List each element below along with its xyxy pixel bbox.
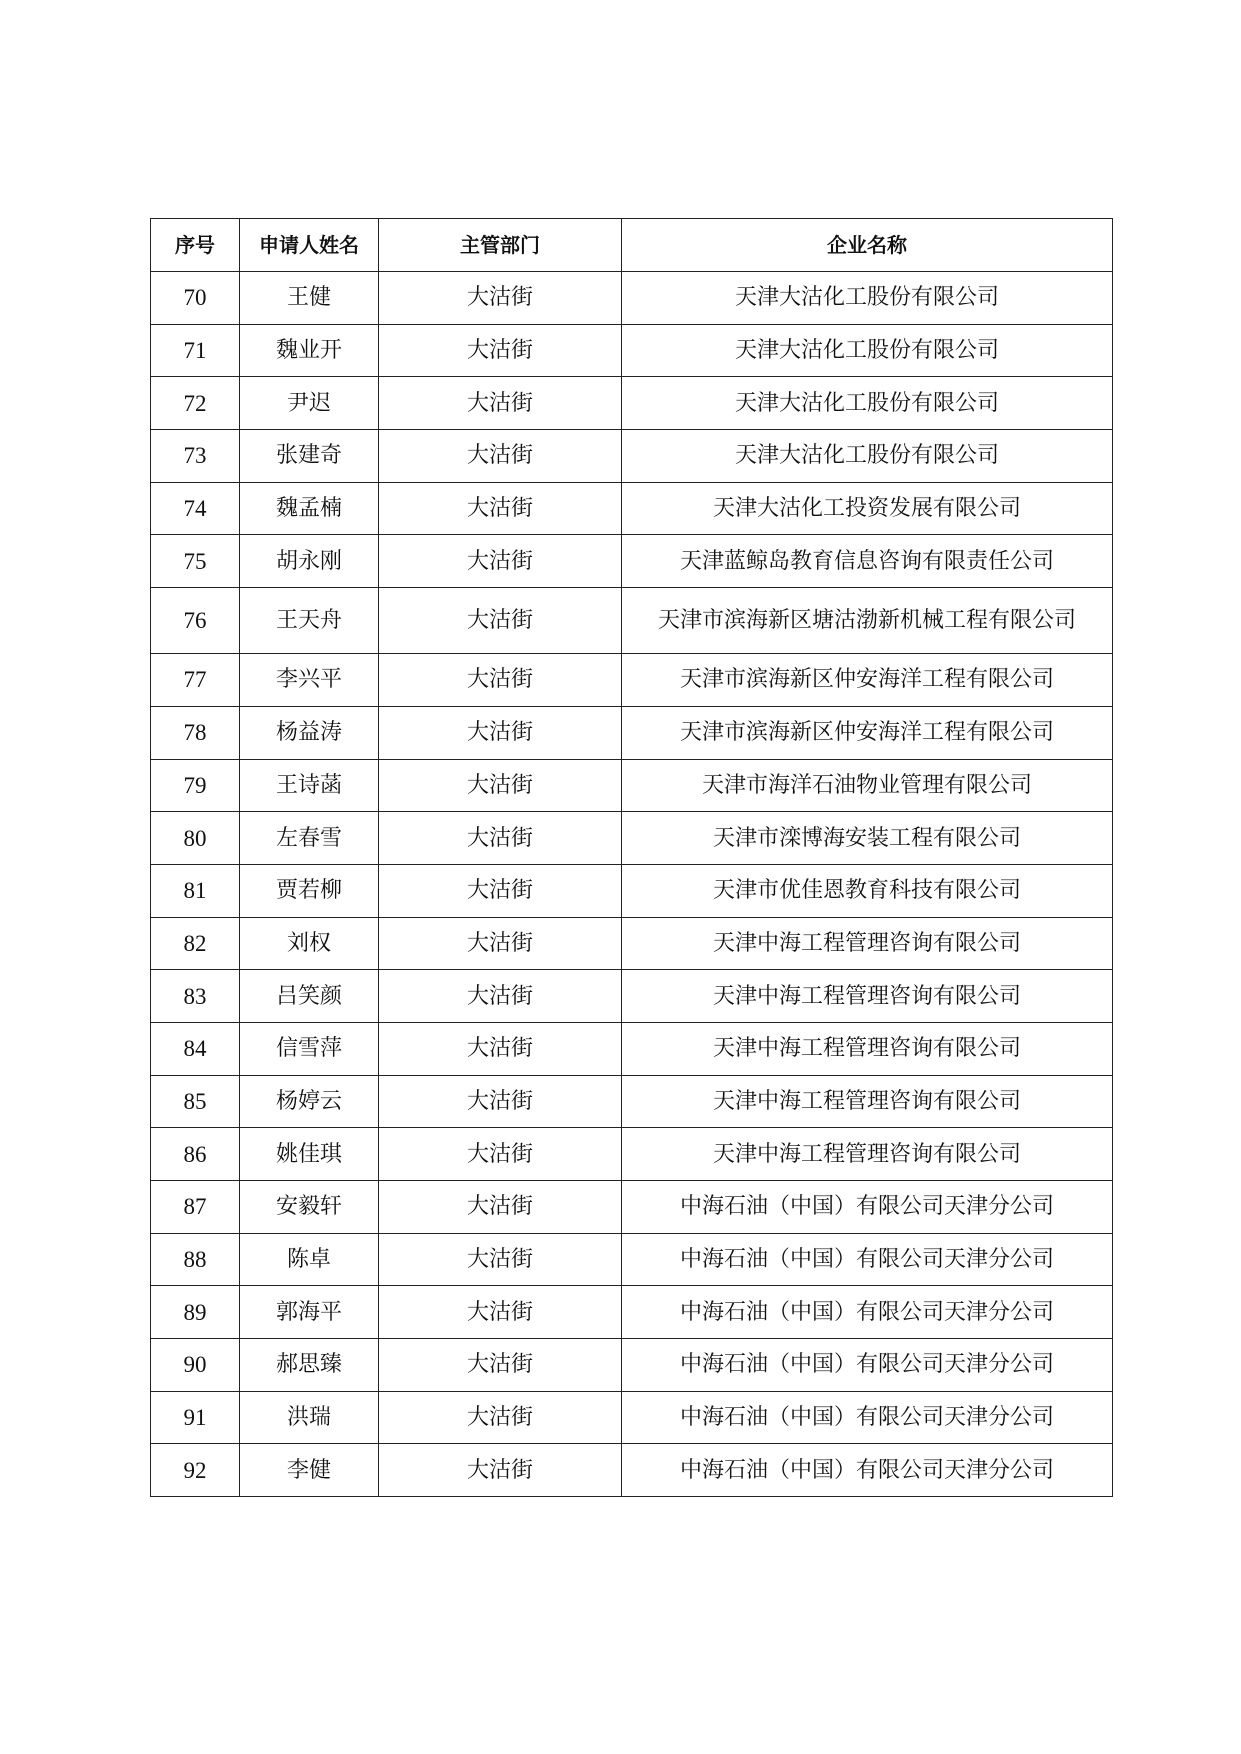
cell-dept: 大沽街 [379,864,622,917]
cell-seq: 80 [151,812,240,865]
cell-company: 天津大沽化工投资发展有限公司 [622,482,1113,535]
table-row [151,706,1113,759]
applicant-table [150,218,1113,1497]
cell-company: 中海石油（中国）有限公司天津分公司 [622,1286,1113,1339]
cell-seq: 87 [151,1181,240,1234]
table-row [151,1022,1113,1075]
cell-dept: 大沽街 [379,377,622,430]
table-row [151,1075,1113,1128]
table-row [151,1286,1113,1339]
cell-name: 安毅轩 [240,1181,379,1234]
cell-name: 信雪萍 [240,1022,379,1075]
table-row [151,377,1113,430]
table-row [151,482,1113,535]
table-row [151,430,1113,483]
table-row [151,1128,1113,1181]
cell-dept: 大沽街 [379,588,622,654]
cell-company: 天津市滦博海安装工程有限公司 [622,812,1113,865]
header-company: 企业名称 [622,219,1113,272]
cell-dept: 大沽街 [379,535,622,588]
cell-company: 中海石油（中国）有限公司天津分公司 [622,1391,1113,1444]
cell-dept: 大沽街 [379,1181,622,1234]
cell-name: 李兴平 [240,654,379,707]
cell-company: 天津中海工程管理咨询有限公司 [622,1128,1113,1181]
cell-company: 天津大沽化工股份有限公司 [622,377,1113,430]
table-row [151,272,1113,325]
cell-dept: 大沽街 [379,970,622,1023]
cell-seq: 77 [151,654,240,707]
cell-dept: 大沽街 [379,1391,622,1444]
cell-seq: 74 [151,482,240,535]
cell-company: 中海石油（中国）有限公司天津分公司 [622,1444,1113,1497]
cell-company: 天津市优佳恩教育科技有限公司 [622,864,1113,917]
cell-seq: 72 [151,377,240,430]
cell-dept: 大沽街 [379,812,622,865]
cell-company: 天津中海工程管理咨询有限公司 [622,1022,1113,1075]
cell-dept: 大沽街 [379,1128,622,1181]
table-row [151,654,1113,707]
cell-name: 吕笑颜 [240,970,379,1023]
table-row [151,535,1113,588]
cell-company: 中海石油（中国）有限公司天津分公司 [622,1339,1113,1392]
cell-seq: 79 [151,759,240,812]
cell-dept: 大沽街 [379,1286,622,1339]
header-seq: 序号 [151,219,240,272]
cell-company: 天津市滨海新区仲安海洋工程有限公司 [622,706,1113,759]
cell-dept: 大沽街 [379,759,622,812]
table-row [151,970,1113,1023]
cell-name: 王天舟 [240,588,379,654]
cell-name: 张建奇 [240,430,379,483]
cell-name: 魏孟楠 [240,482,379,535]
cell-company: 天津大沽化工股份有限公司 [622,272,1113,325]
table-row [151,588,1113,654]
cell-name: 郝思臻 [240,1339,379,1392]
cell-seq: 73 [151,430,240,483]
table-row [151,917,1113,970]
table-header-row [151,219,1113,272]
cell-name: 王诗菡 [240,759,379,812]
cell-seq: 84 [151,1022,240,1075]
cell-seq: 90 [151,1339,240,1392]
cell-dept: 大沽街 [379,324,622,377]
table-row [151,1339,1113,1392]
cell-dept: 大沽街 [379,1233,622,1286]
cell-company: 天津中海工程管理咨询有限公司 [622,917,1113,970]
cell-name: 左春雪 [240,812,379,865]
cell-seq: 91 [151,1391,240,1444]
cell-name: 李健 [240,1444,379,1497]
cell-dept: 大沽街 [379,1339,622,1392]
cell-dept: 大沽街 [379,430,622,483]
cell-name: 王健 [240,272,379,325]
cell-name: 洪瑞 [240,1391,379,1444]
cell-name: 姚佳琪 [240,1128,379,1181]
cell-name: 杨益涛 [240,706,379,759]
cell-name: 魏业开 [240,324,379,377]
cell-company: 天津市滨海新区仲安海洋工程有限公司 [622,654,1113,707]
cell-company: 天津市海洋石油物业管理有限公司 [622,759,1113,812]
cell-seq: 81 [151,864,240,917]
table-row [151,324,1113,377]
cell-company: 天津大沽化工股份有限公司 [622,430,1113,483]
cell-company: 天津蓝鲸岛教育信息咨询有限责任公司 [622,535,1113,588]
cell-name: 杨婷云 [240,1075,379,1128]
cell-seq: 92 [151,1444,240,1497]
cell-seq: 78 [151,706,240,759]
cell-dept: 大沽街 [379,1075,622,1128]
cell-name: 贾若柳 [240,864,379,917]
table-row [151,1444,1113,1497]
cell-name: 郭海平 [240,1286,379,1339]
cell-dept: 大沽街 [379,706,622,759]
cell-seq: 85 [151,1075,240,1128]
table-row [151,1391,1113,1444]
cell-company: 中海石油（中国）有限公司天津分公司 [622,1181,1113,1234]
cell-dept: 大沽街 [379,482,622,535]
cell-dept: 大沽街 [379,654,622,707]
cell-seq: 70 [151,272,240,325]
cell-seq: 83 [151,970,240,1023]
table-row [151,1233,1113,1286]
cell-dept: 大沽街 [379,917,622,970]
cell-company: 中海石油（中国）有限公司天津分公司 [622,1233,1113,1286]
cell-seq: 82 [151,917,240,970]
table-row [151,864,1113,917]
cell-dept: 大沽街 [379,272,622,325]
cell-name: 尹迟 [240,377,379,430]
cell-seq: 71 [151,324,240,377]
header-applicant-name: 申请人姓名 [240,219,379,272]
cell-name: 刘权 [240,917,379,970]
cell-dept: 大沽街 [379,1022,622,1075]
table-row [151,759,1113,812]
cell-company: 天津中海工程管理咨询有限公司 [622,970,1113,1023]
cell-seq: 76 [151,588,240,654]
table-row [151,812,1113,865]
cell-company: 天津中海工程管理咨询有限公司 [622,1075,1113,1128]
cell-seq: 86 [151,1128,240,1181]
cell-name: 陈卓 [240,1233,379,1286]
cell-seq: 75 [151,535,240,588]
cell-dept: 大沽街 [379,1444,622,1497]
cell-seq: 88 [151,1233,240,1286]
cell-company: 天津大沽化工股份有限公司 [622,324,1113,377]
table-row [151,1181,1113,1234]
cell-company: 天津市滨海新区塘沽渤新机械工程有限公司 [622,588,1113,654]
cell-seq: 89 [151,1286,240,1339]
cell-name: 胡永刚 [240,535,379,588]
header-department: 主管部门 [379,219,622,272]
